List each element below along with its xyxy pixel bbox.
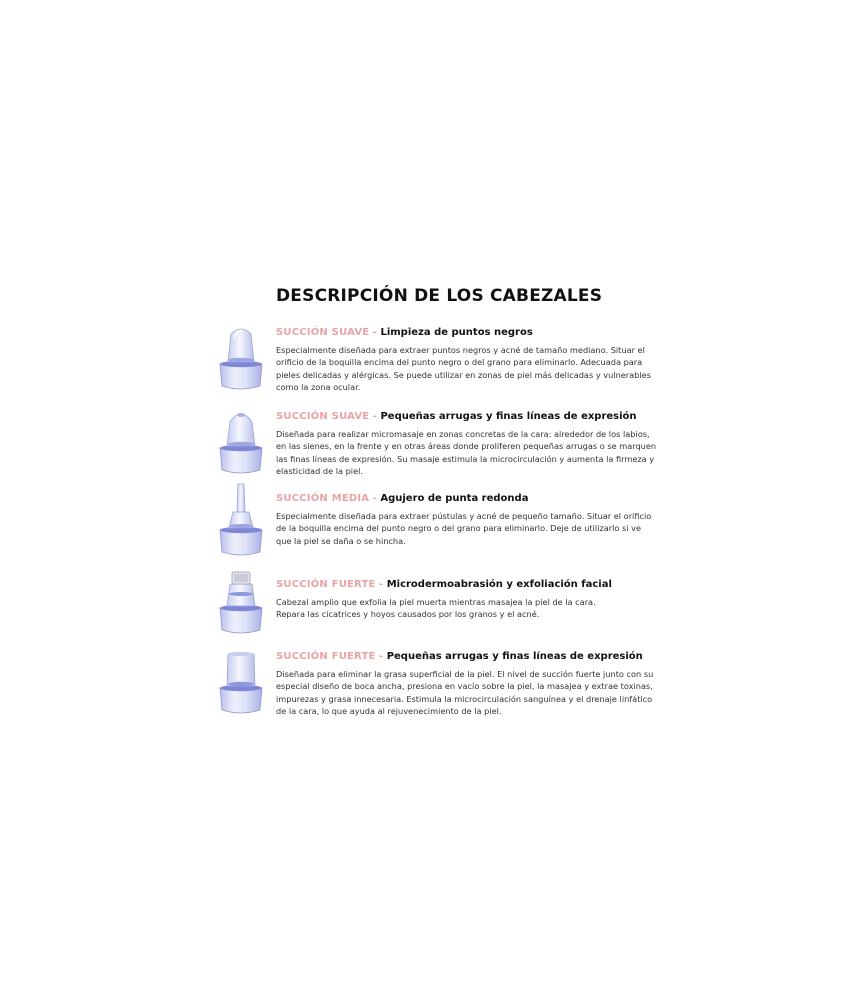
description-line: Diseñada para realizar micromasaje en zonas concretas de la cara: alrededor de los labios,: [276, 429, 650, 439]
description-line: de la boquilla encima del punto negro o del grano para eliminarlo. Deje de utilizarlo si ve: [276, 523, 642, 534]
item-name: Agujero de punta redonda: [380, 493, 529, 504]
description-line: impurezas y grasa innecesaria. Estimula la microcirculación sanguínea y el drenaje linfático: [276, 693, 653, 704]
separator: -: [369, 493, 381, 504]
suction-level: SUCCIÓN FUERTE: [276, 579, 376, 590]
description-line: las finas líneas de expresión. Su masaje estimula la microcirculación y aumenta la firmeza y: [276, 453, 655, 464]
description-line: en las sienes, en la frente y en otras áreas donde proliferen pequeñas arrugas o se marquen: [276, 441, 657, 452]
round-cone-head-icon: [212, 324, 270, 390]
description-line: orificio de la boquilla encima del punto negro o del grano para eliminarlo. Adecuada para: [276, 357, 643, 368]
description-line: que la piel se daña o se hincha.: [276, 535, 406, 546]
suction-level: SUCCIÓN FUERTE: [276, 651, 376, 662]
item-heading: [276, 492, 638, 505]
description-line: pieles delicadas y alérgicas. Se puede utilizar en zonas de piel más delicadas y vulnerables: [276, 369, 651, 380]
suction-level: SUCCIÓN SUAVE: [276, 327, 370, 338]
item-heading: [276, 326, 638, 339]
separator: -: [375, 579, 387, 590]
description-line: Especialmente diseñada para extraer puntos negros y acné de tamaño mediano. Situar el: [276, 345, 645, 355]
description-line: Especialmente diseñada para extraer pústulas y acné de pequeño tamaño. Situar el orificio: [276, 511, 652, 521]
description-line: como la zona ocular.: [276, 381, 361, 392]
suction-level: SUCCIÓN SUAVE: [276, 411, 370, 422]
item-heading: [276, 410, 638, 423]
oval-cone-head-icon: [212, 408, 270, 474]
narrow-tip-head-icon: [212, 480, 270, 556]
separator: -: [369, 327, 381, 338]
description-line: elasticidad de la piel.: [276, 465, 363, 476]
item-heading: [276, 578, 638, 591]
item-heading: [276, 650, 643, 663]
description-line: especial diseño de boca ancha, presiona en vacío sobre la piel, la masajea y extrae toxinas,: [276, 681, 653, 692]
item-name: Limpieza de puntos negros: [380, 327, 533, 338]
separator: -: [369, 411, 381, 422]
suction-level: SUCCIÓN MEDIA: [276, 493, 370, 504]
page-title: DESCRIPCIÓN DE LOS CABEZALES: [276, 286, 603, 306]
diamond-tip-head-icon: [212, 568, 270, 634]
description-line: Diseñada para eliminar la grasa superficial de la piel. El nivel de succión fuerte junto con su: [276, 669, 654, 679]
item-name: Microdermoabrasión y exfoliación facial: [386, 579, 612, 590]
description-line: Cabezal amplio que exfolia la piel muerta mientras masajea la piel de la cara.: [276, 597, 596, 607]
separator: -: [375, 651, 387, 662]
description-line: de la cara, lo que ayuda al rejuvenecimiento de la piel.: [276, 705, 502, 716]
description-line: Repara las cicatrices y hoyos causados por los granos y el acné.: [276, 609, 540, 620]
wide-mouth-head-icon: [212, 648, 270, 714]
item-name: Pequeñas arrugas y finas líneas de expresión: [386, 651, 643, 662]
item-name: Pequeñas arrugas y finas líneas de expresión: [380, 411, 637, 422]
